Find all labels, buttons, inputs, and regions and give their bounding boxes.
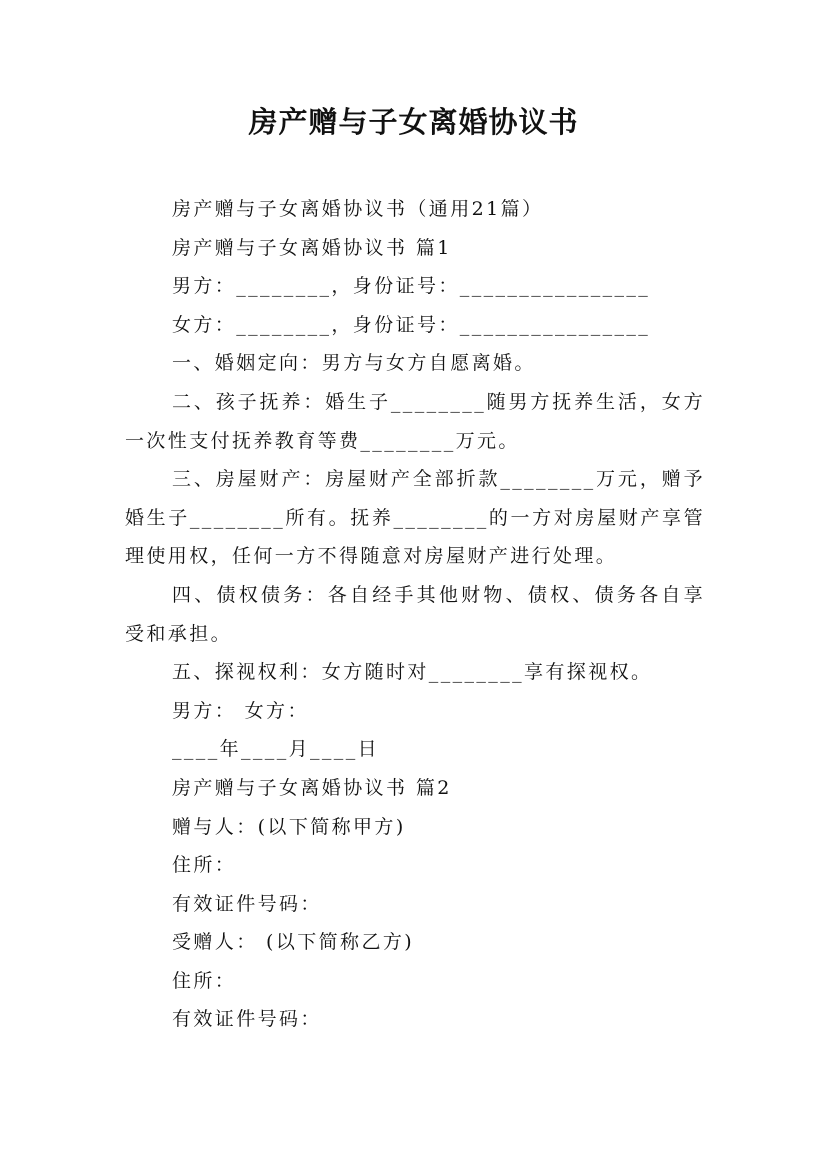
paragraph-clause-3: 三、房屋财产：房屋财产全部折款________万元，赠予婚生子________所有。抚养________的一方对房屋财产享管理使用权，任何一方不得随意对房屋财产进行处理。: [125, 468, 705, 568]
paragraph-date: ____年____月____日: [172, 738, 380, 761]
paragraph-donor-address: 住所：: [172, 854, 237, 877]
paragraph-female-party: 女方：________，身份证号：________________: [172, 313, 651, 336]
paragraph-subtitle: 房产赠与子女离婚协议书（通用21篇）: [172, 198, 544, 220]
paragraph-donee-id: 有效证件号码：: [172, 1008, 322, 1031]
paragraph-donee: 受赠人： (以下简称乙方): [172, 931, 415, 954]
paragraph-clause-4: 四、债权债务：各自经手其他财物、债权、债务各自享受和承担。: [125, 583, 705, 645]
paragraph-section-heading-2: 房产赠与子女离婚协议书 篇2: [172, 776, 452, 799]
paragraph-section-heading: 房产赠与子女离婚协议书 篇1: [172, 236, 452, 259]
paragraph-clause-5: 五、探视权利：女方随时对________享有探视权。: [172, 661, 653, 684]
paragraph-clause-2: 二、孩子抚养：婚生子________随男方抚养生活，女方一次性支付抚养教育等费________万元。: [125, 390, 705, 452]
paragraph-donor: 赠与人：(以下简称甲方): [172, 815, 406, 838]
document-title: 房产赠与子女离婚协议书: [248, 105, 579, 139]
paragraph-male-party: 男方：________，身份证号：________________: [172, 275, 651, 298]
paragraph-signatures: 男方： 女方：: [172, 699, 309, 722]
paragraph-donee-address: 住所：: [172, 969, 237, 992]
paragraph-clause-1: 一、婚姻定向：男方与女方自愿离婚。: [172, 352, 536, 375]
document-body: [125, 190, 705, 1039]
paragraph-donor-id: 有效证件号码：: [172, 892, 322, 915]
